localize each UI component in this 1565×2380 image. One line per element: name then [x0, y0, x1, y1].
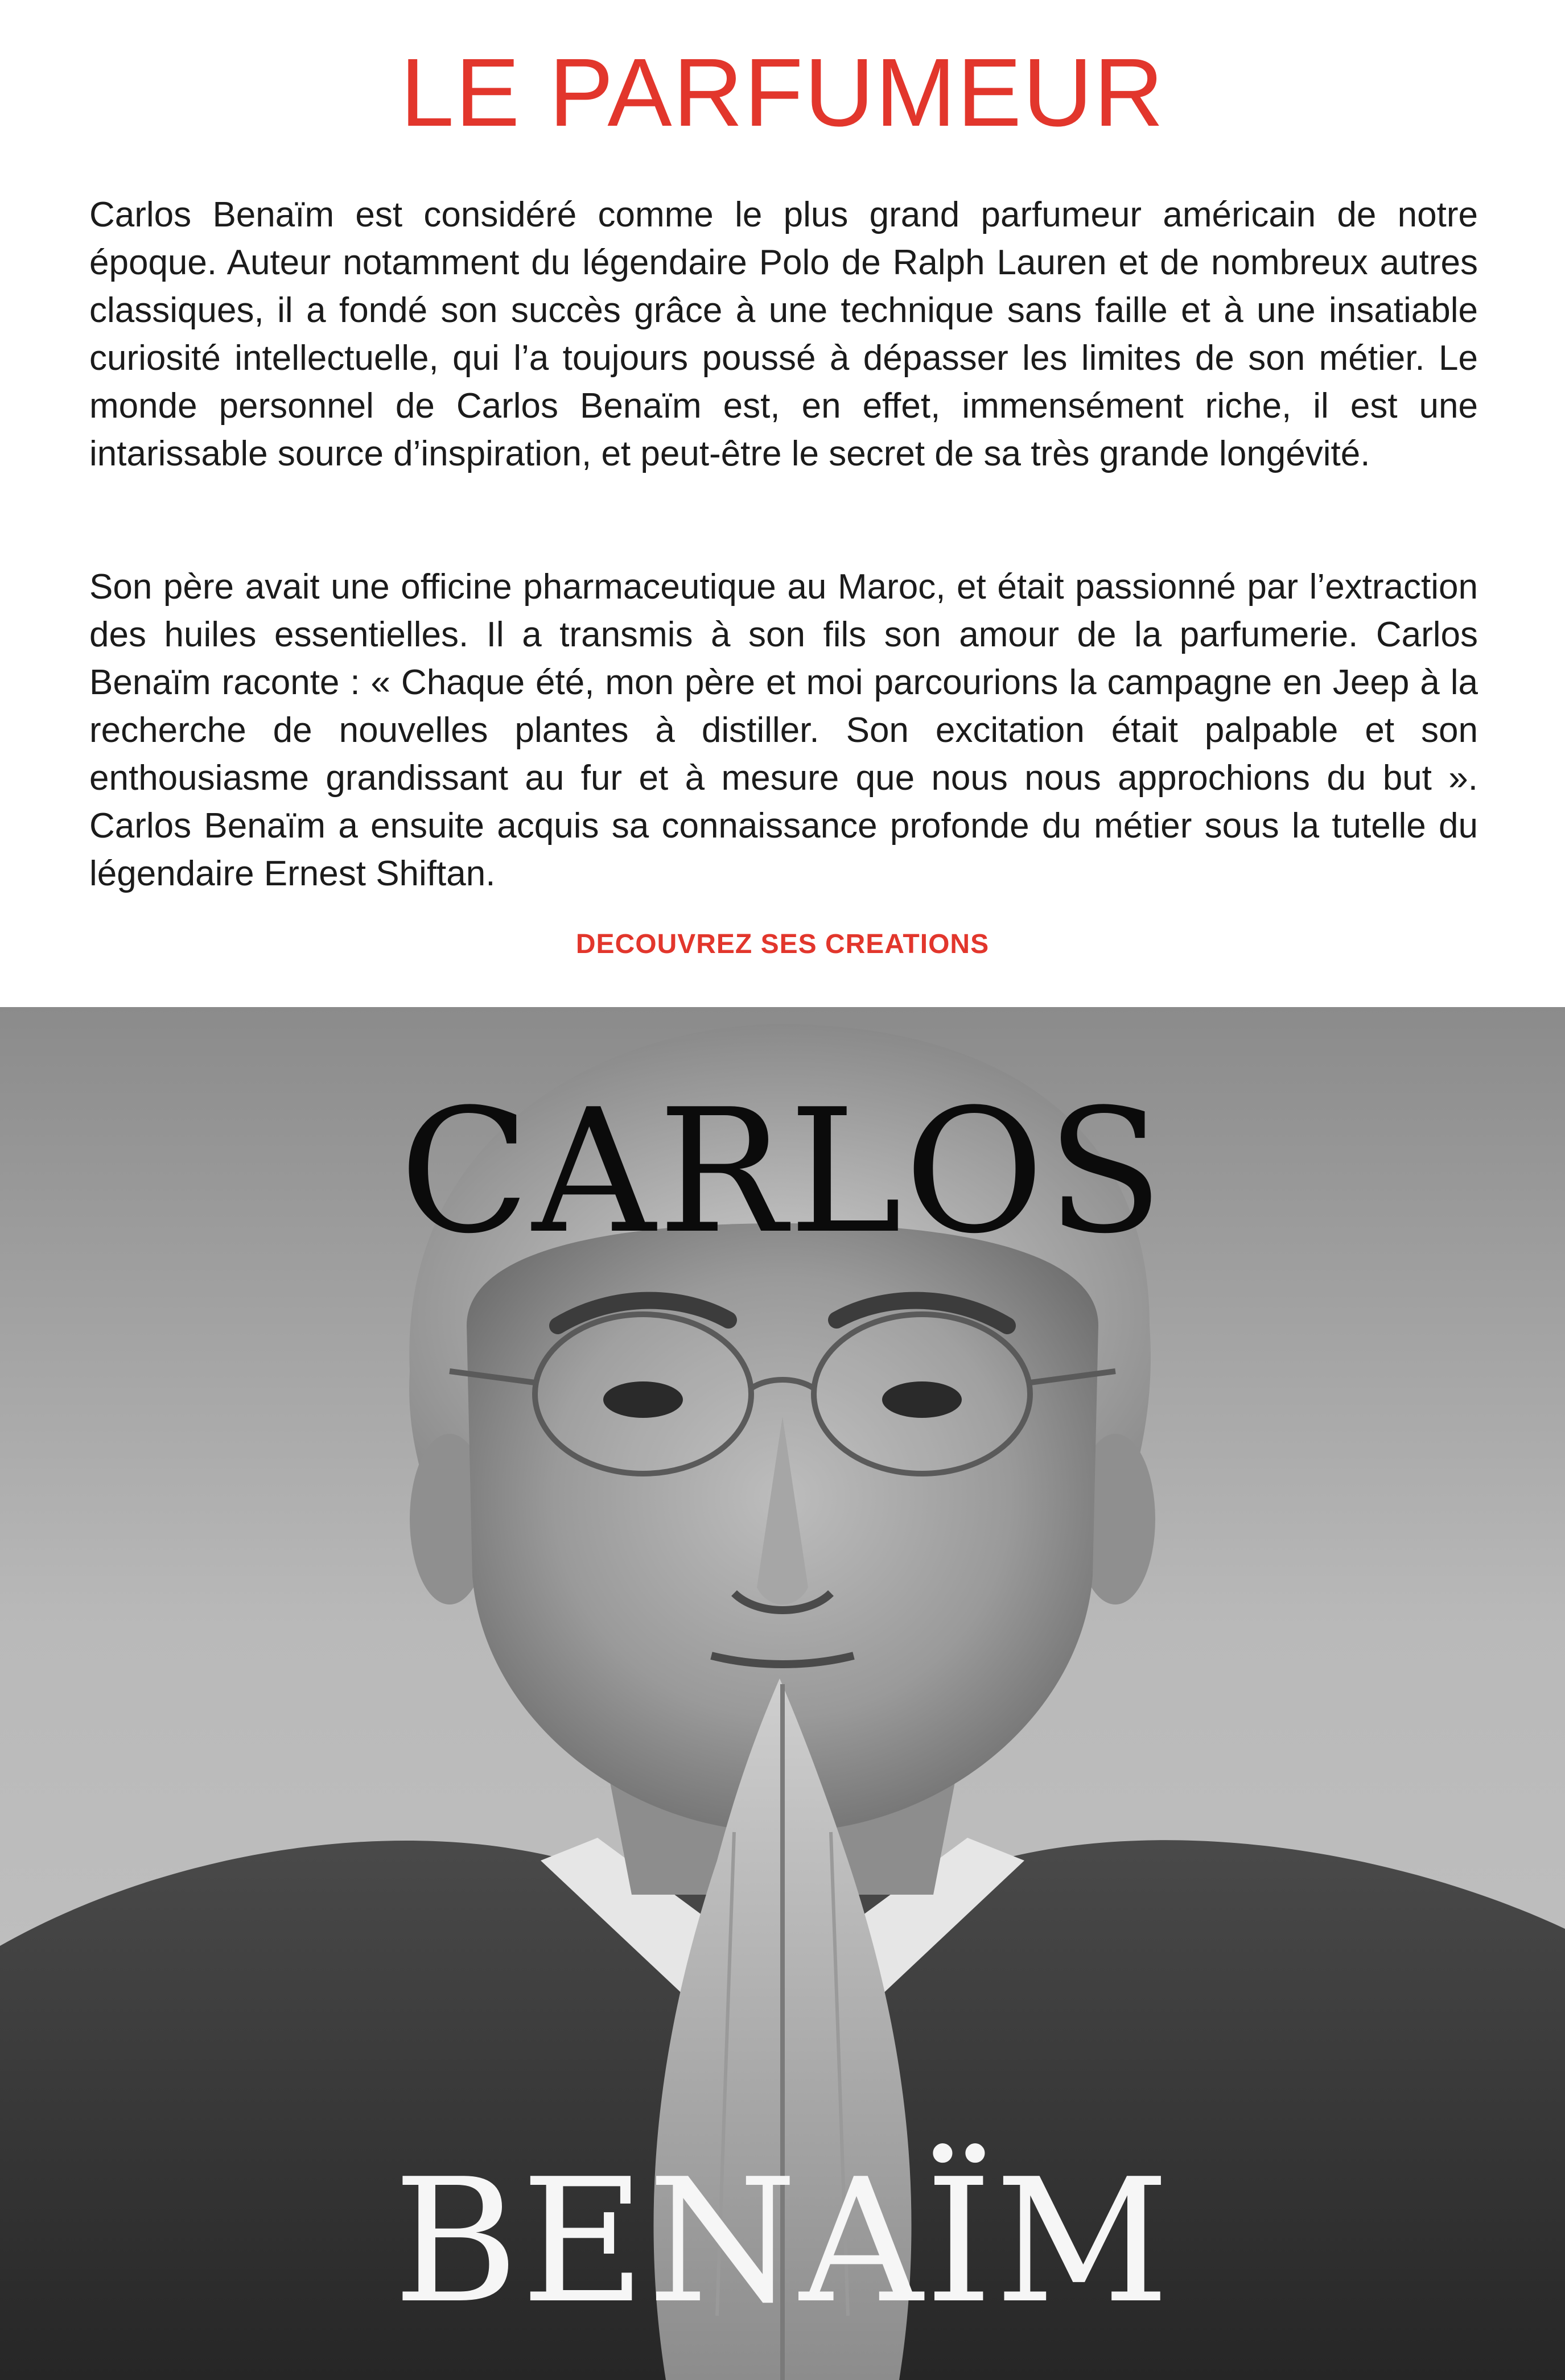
discover-creations-link[interactable]: DECOUVREZ SES CREATIONS [575, 929, 990, 959]
biography-paragraph-1: Carlos Benaïm est considéré comme le plus grand parfumeur américain de notre époque. Auteur notamment du légendaire Polo de Ralph Lauren et de nombreux autres classiques, il a fondé son succès grâce à une technique sans faille et à une insatiable curiosité intellectuelle, qui l’a toujours poussé à dépasser les limites de son métier. Le monde personnel de Carlos Benaïm est, en effet, immensément riche, il est une intarissable source d’inspiration, et peut-être le secret de sa très grande longévité. [89, 195, 1478, 473]
portrait-last-name: BENAÏM [393, 2142, 1172, 2341]
biography-paragraph-2: Son père avait une officine pharmaceutique au Maroc, et était passionné par l’extraction des huiles essentielles. Il a transmis à son fils son amour de la parfumerie. Carlos Benaïm raconte : « Chaque été, mon père et moi parcourions la campagne en Jeep à la recherche de nouvelles plantes à distiller. Son excitation était palpable et son enthousiasme grandissant au fur et à mesure que nous nous approchions du but ». Carlos Benaïm a ensuite acquis sa connaissance profonde du métier sous la tutelle du légendaire Ernest Shiftan. [89, 567, 1478, 893]
portrait-photo [0, 1007, 1565, 2380]
portrait-first-name: CARLOS [399, 1073, 1166, 1271]
intro-section [0, 0, 1565, 1007]
page-title: LE PARFUMEUR [400, 39, 1165, 147]
